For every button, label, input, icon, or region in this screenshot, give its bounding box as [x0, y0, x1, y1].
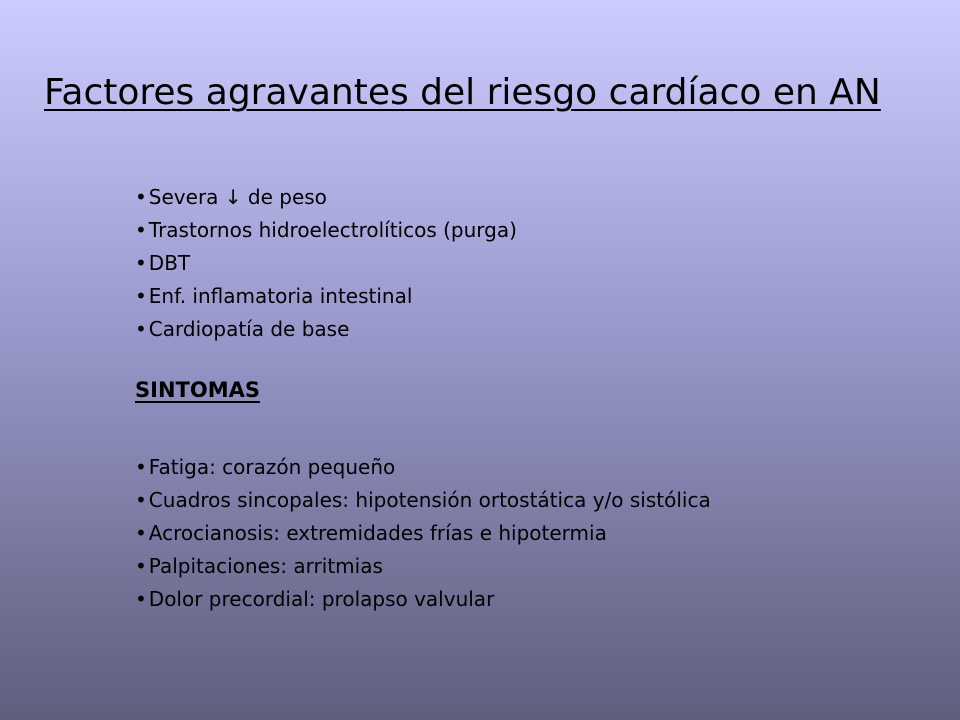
- risk-factor-item: • DBT: [135, 247, 517, 280]
- symptom-item: • Cuadros sincopales: hipotensión ortostática y/o sistólica: [135, 484, 711, 517]
- symptom-item: • Fatiga: corazón pequeño: [135, 451, 711, 484]
- symptom-list: [135, 451, 711, 616]
- risk-factor-list: [135, 181, 517, 346]
- symptoms-heading: SINTOMAS: [135, 378, 260, 402]
- slide-title: Factores agravantes del riesgo cardíaco en AN: [44, 72, 881, 113]
- risk-factor-item: • Cardiopatía de base: [135, 313, 517, 346]
- symptom-item: • Acrocianosis: extremidades frías e hipotermia: [135, 517, 711, 550]
- risk-factor-item: • Trastornos hidroelectrolíticos (purga): [135, 214, 517, 247]
- symptom-item: • Dolor precordial: prolapso valvular: [135, 583, 711, 616]
- risk-factor-item: • Severa ↓ de peso: [135, 181, 517, 214]
- symptom-item: • Palpitaciones: arritmias: [135, 550, 711, 583]
- risk-factor-item: • Enf. inflamatoria intestinal: [135, 280, 517, 313]
